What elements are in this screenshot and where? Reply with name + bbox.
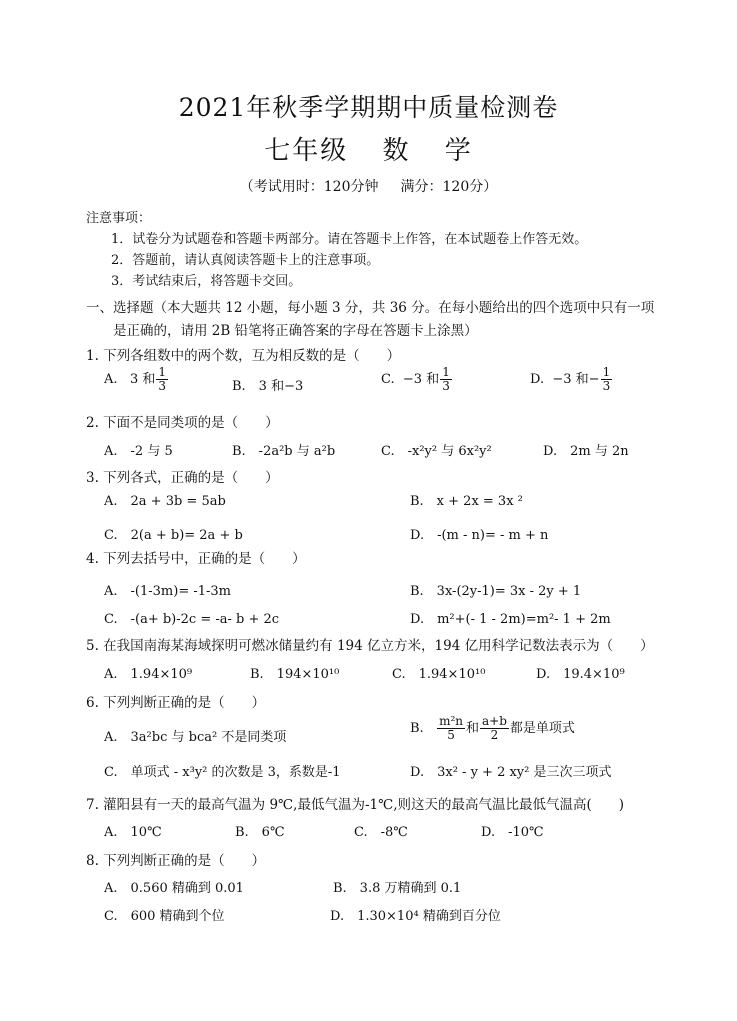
q7-option-d: D. -10℃ [481, 825, 544, 840]
q6-option-b: B. $\frac{\text{m²n}}{5}$ 和 $\frac{a+b}{2}$ 都是单项式 [410, 714, 575, 742]
q5-option-d: D. 19.4×10⁹ [536, 667, 625, 682]
q3-stem: 3. 下列各式，正确的是（ ） [86, 470, 279, 486]
q1-option-c: C. −3 和 $\frac{1}{3}$ [381, 365, 450, 393]
q5-option-a: A. 1.94×10⁹ [104, 667, 193, 682]
q4-option-c: C. -(a+ b)-2c = -a- b + 2c [104, 612, 280, 627]
q2-option-b: B. -2a²b 与 a²b [232, 444, 336, 459]
q3-option-a: A. 2a + 3b = 5ab [104, 494, 226, 509]
q8-stem: 8. 下列判断正确的是（ ） [86, 853, 266, 869]
note-item-1: 1．试卷分为试题卷和答题卡两部分。请在答题卡上作答，在本试题卷上作答无效。 [111, 232, 588, 247]
subject-char-2: 学 [444, 136, 473, 166]
q3-option-c: C. 2(a + b)= 2a + b [104, 528, 243, 543]
q8-option-c: C. 600 精确到个位 [104, 909, 225, 924]
exam-time: （考试用时：120分钟 [239, 179, 379, 195]
q3-option-b: B. x + 2x = 3x ² [410, 494, 523, 509]
grade-label: 七年级 [264, 136, 349, 166]
q6-option-d: D. 3x² - y + 2 xy² 是三次三项式 [410, 765, 612, 780]
exam-title: 2021年秋季学期期中质量检测卷 [178, 93, 559, 122]
full-score: 满分：120分） [400, 179, 498, 195]
q5-stem: 5. 在我国南海某海域探明可燃冰储量约有 194 亿立方米，194 亿用科学记数法表示为（ ） [86, 638, 654, 654]
q7-stem: 7. 灌阳县有一天的最高气温为 9℃,最低气温为-1℃,则这天的最高气温比最低气温高( ) [86, 797, 625, 813]
q8-option-a: A. 0.560 精确到 0.01 [104, 881, 244, 896]
q1-stem: 1. 下列各组数中的两个数，互为相反数的是（ ） [86, 348, 401, 364]
section1-line2: 是正确的，请用 2B 铅笔将正确答案的字母在答题卡上涂黑） [113, 323, 478, 339]
note-item-3: 3．考试结束后，将答题卡交回。 [111, 274, 302, 289]
q2-option-c: C. -x²y² 与 6x²y² [381, 444, 492, 459]
q5-option-b: B. 194×10¹⁰ [250, 667, 340, 682]
q6-option-c: C. 单项式 - x³y² 的次数是 3，系数是-1 [104, 765, 341, 780]
q8-option-b: B. 3.8 万精确到 0.1 [333, 881, 462, 896]
q4-stem: 4. 下列去括号中，正确的是（ ） [86, 551, 306, 567]
exam-subtitle [0, 130, 737, 167]
q7-option-a: A. 10℃ [104, 825, 162, 840]
q6-stem: 6. 下列判断正确的是（ ） [86, 695, 266, 711]
q4-option-d: D. m²+(- 1 - 2m)=m²- 1 + 2m [410, 612, 611, 627]
q2-option-a: A. -2 与 5 [104, 444, 173, 459]
q7-option-b: B. 6℃ [235, 825, 285, 840]
notes-heading: 注意事项： [86, 211, 152, 226]
q1-option-d: D. −3 和− $\frac{1}{3}$ [530, 365, 611, 393]
subject-char-1: 数 [382, 136, 411, 166]
note-item-2: 2．答题前，请认真阅读答题卡上的注意事项。 [111, 253, 380, 268]
q1-option-a: A. 3 和 $\frac{1}{3}$ [104, 365, 166, 393]
section1-line1: 一、选择题（本大题共 12 小题，每小题 3 分，共 36 分。在每小题给出的四个选项中只有一项 [86, 300, 655, 316]
exam-info [0, 176, 737, 196]
q1-option-b: B. 3 和−3 [232, 379, 304, 394]
q8-option-d: D. 1.30×10⁴ 精确到百分位 [330, 909, 501, 924]
q7-option-c: C. -8℃ [354, 825, 408, 840]
q3-option-d: D. -(m - n)= - m + n [410, 528, 549, 543]
q4-option-b: B. 3x-(2y-1)= 3x - 2y + 1 [410, 584, 582, 599]
q2-option-d: D. 2m 与 2n [543, 444, 629, 459]
q6-option-a: A. 3a²bc 与 bca² 不是同类项 [104, 730, 287, 745]
q2-stem: 2. 下面不是同类项的是（ ） [86, 415, 279, 431]
q5-option-c: C. 1.94×10¹⁰ [392, 667, 486, 682]
q4-option-a: A. -(1-3m)= -1-3m [104, 584, 231, 599]
